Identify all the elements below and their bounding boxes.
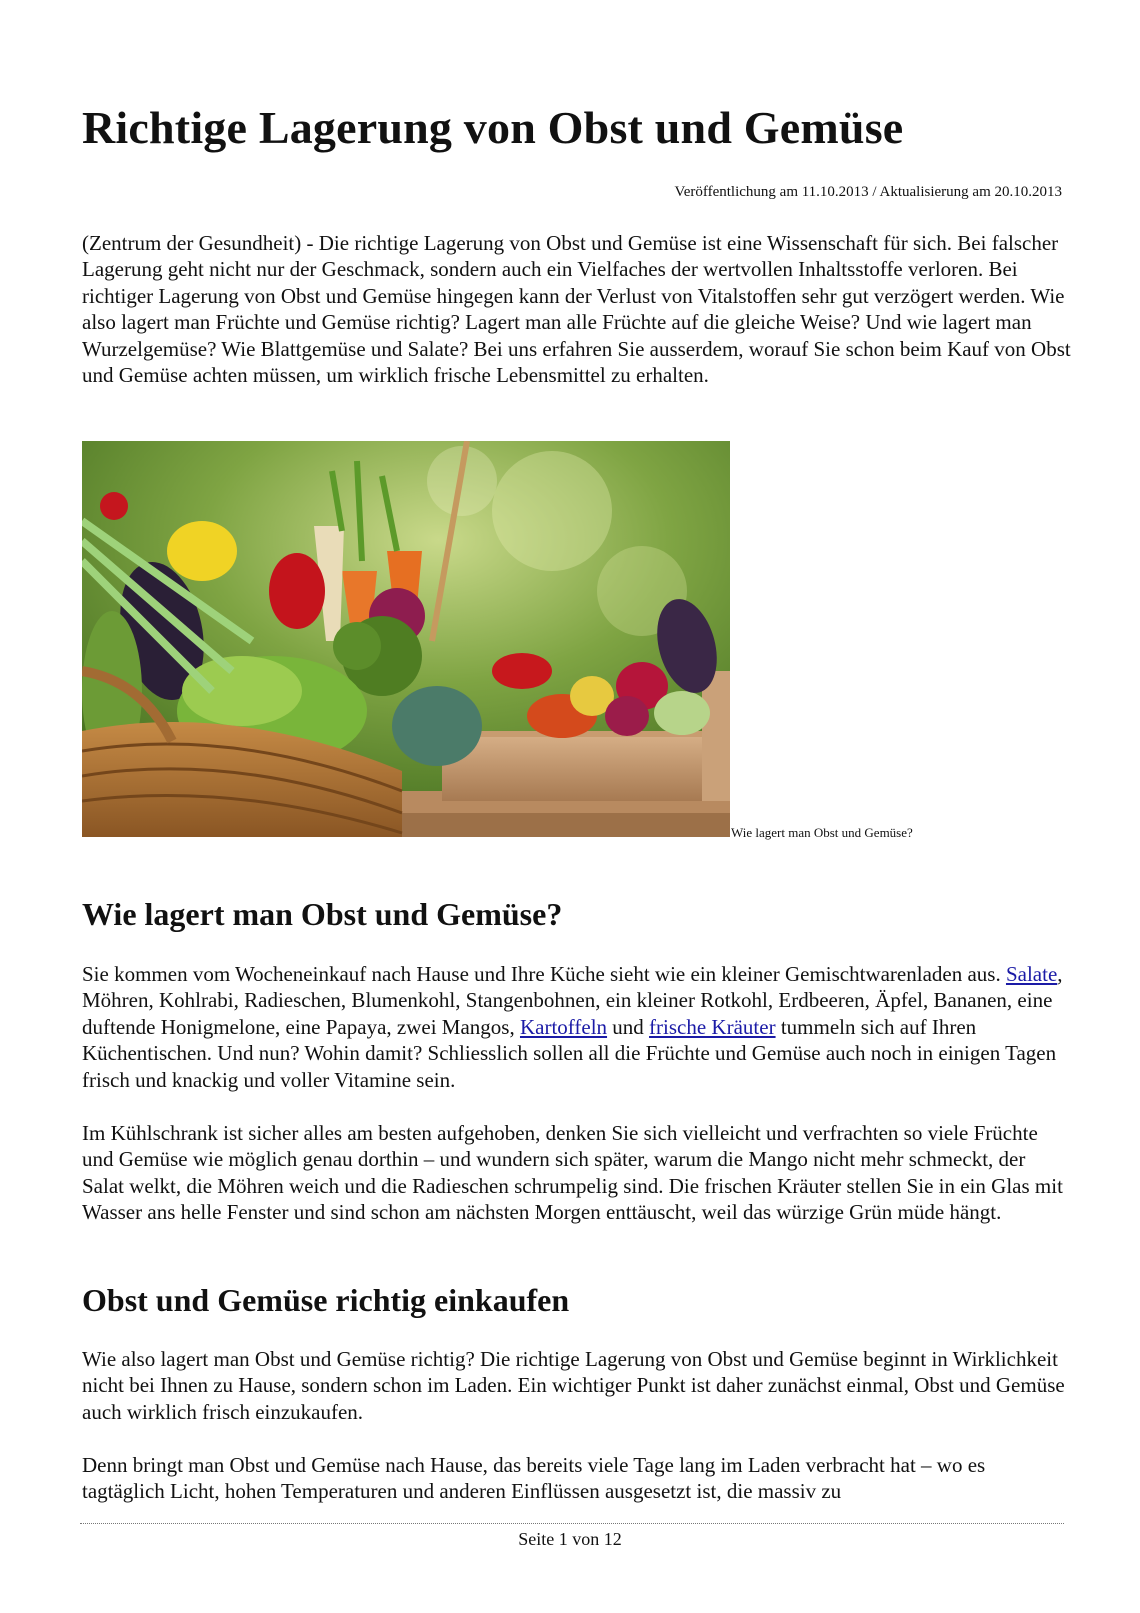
section-heading-einkaufen: Obst und Gemüse richtig einkaufen	[82, 1282, 570, 1318]
vegetables-photo	[82, 441, 730, 837]
link-frische-kraeuter[interactable]: frische Kräuter	[649, 1014, 776, 1039]
section1-paragraph-1	[82, 961, 1072, 1093]
text-span: tummeln sich auf Ihren Küchentischen. Und nun? Wohin damit? Schliesslich sollen all die Früchte und Gemüse auch noch in einigen Tagen frisch und knackig und voller Vitamine sein.	[82, 1014, 1057, 1092]
image-caption: Wie lagert man Obst und Gemüse?	[731, 825, 913, 840]
intro-paragraph: (Zentrum der Gesundheit) - Die richtige Lagerung von Obst und Gemüse ist eine Wissenschaft für sich. Bei falscher Lagerung geht nicht nur der Geschmack, sondern auch ein Vielfaches der wertvollen Inhaltsstoffe verloren. Bei richtiger Lagerung von Obst und Gemüse hingegen kann der Verlust von Vitalstoffen sehr gut verzögert werden. Wie also lagert man Früchte und Gemüse richtig? Lagert man alle Früchte auf die gleiche Weise? Und wie lagert man Wurzelgemüse? Wie Blattgemüse und Salate? Bei uns erfahren Sie ausserdem, worauf Sie schon beim Kauf von Obst und Gemüse achten müssen, um wirklich frische Lebensmittel zu erhalten.	[82, 231, 1071, 388]
document-title: Richtige Lagerung von Obst und Gemüse	[82, 102, 904, 153]
text-span: und	[607, 1014, 650, 1039]
link-salate[interactable]: Salate	[1005, 962, 1058, 986]
publication-date: Veröffentlichung am 11.10.2013 / Aktualisierung am 20.10.2013	[674, 184, 1062, 200]
section2-paragraph-1: Wie also lagert man Obst und Gemüse richtig? Die richtige Lagerung von Obst und Gemüse beginnt in Wirklichkeit nicht bei Ihnen zu Hause, sondern schon im Laden. Ein wichtiger Punkt ist daher zunächst einmal, Obst und Gemüse auch wirklich frisch einzukaufen.	[82, 1347, 1065, 1424]
text-span: Sie kommen vom Wocheneinkauf nach Hause und Ihre Küche sieht wie ein kleiner Gemischtwarenladen aus.	[82, 962, 1006, 986]
section1-paragraph-2: Im Kühlschrank ist sicher alles am besten aufgehoben, denken Sie sich vielleicht und verfrachten so viele Früchte und Gemüse wie möglich genau dorthin – und wundern sich später, warum die Mango nicht mehr schmeckt, der Salat welkt, die Möhren weich und die Radieschen schrumpelig sind. Die frischen Kräuter stellen Sie in ein Glas mit Wasser ans helle Fenster und sind schon am nächsten Morgen enttäuscht, weil das würzige Grün müde hängt.	[82, 1121, 1063, 1225]
footer-divider	[80, 1523, 1064, 1524]
link-kartoffeln[interactable]: Kartoffeln	[519, 1014, 608, 1039]
page-number: Seite 1 von 12	[518, 1529, 622, 1549]
section-heading-lagerung: Wie lagert man Obst und Gemüse?	[82, 896, 563, 932]
section2-paragraph-2: Denn bringt man Obst und Gemüse nach Hause, das bereits viele Tage lang im Laden verbracht hat – wo es tagtäglich Licht, hohen Temperaturen und anderen Einflüssen ausgesetzt ist, die massiv zu	[82, 1453, 986, 1504]
text-span: , Möhren, Kohlrabi, Radieschen, Blumenkohl, Stangenbohnen, ein kleiner Rotkohl, Erdbeeren, Äpfel, Bananen, eine duftende Honigmelone, eine Papaya, zwei Mangos,	[82, 962, 1063, 1039]
